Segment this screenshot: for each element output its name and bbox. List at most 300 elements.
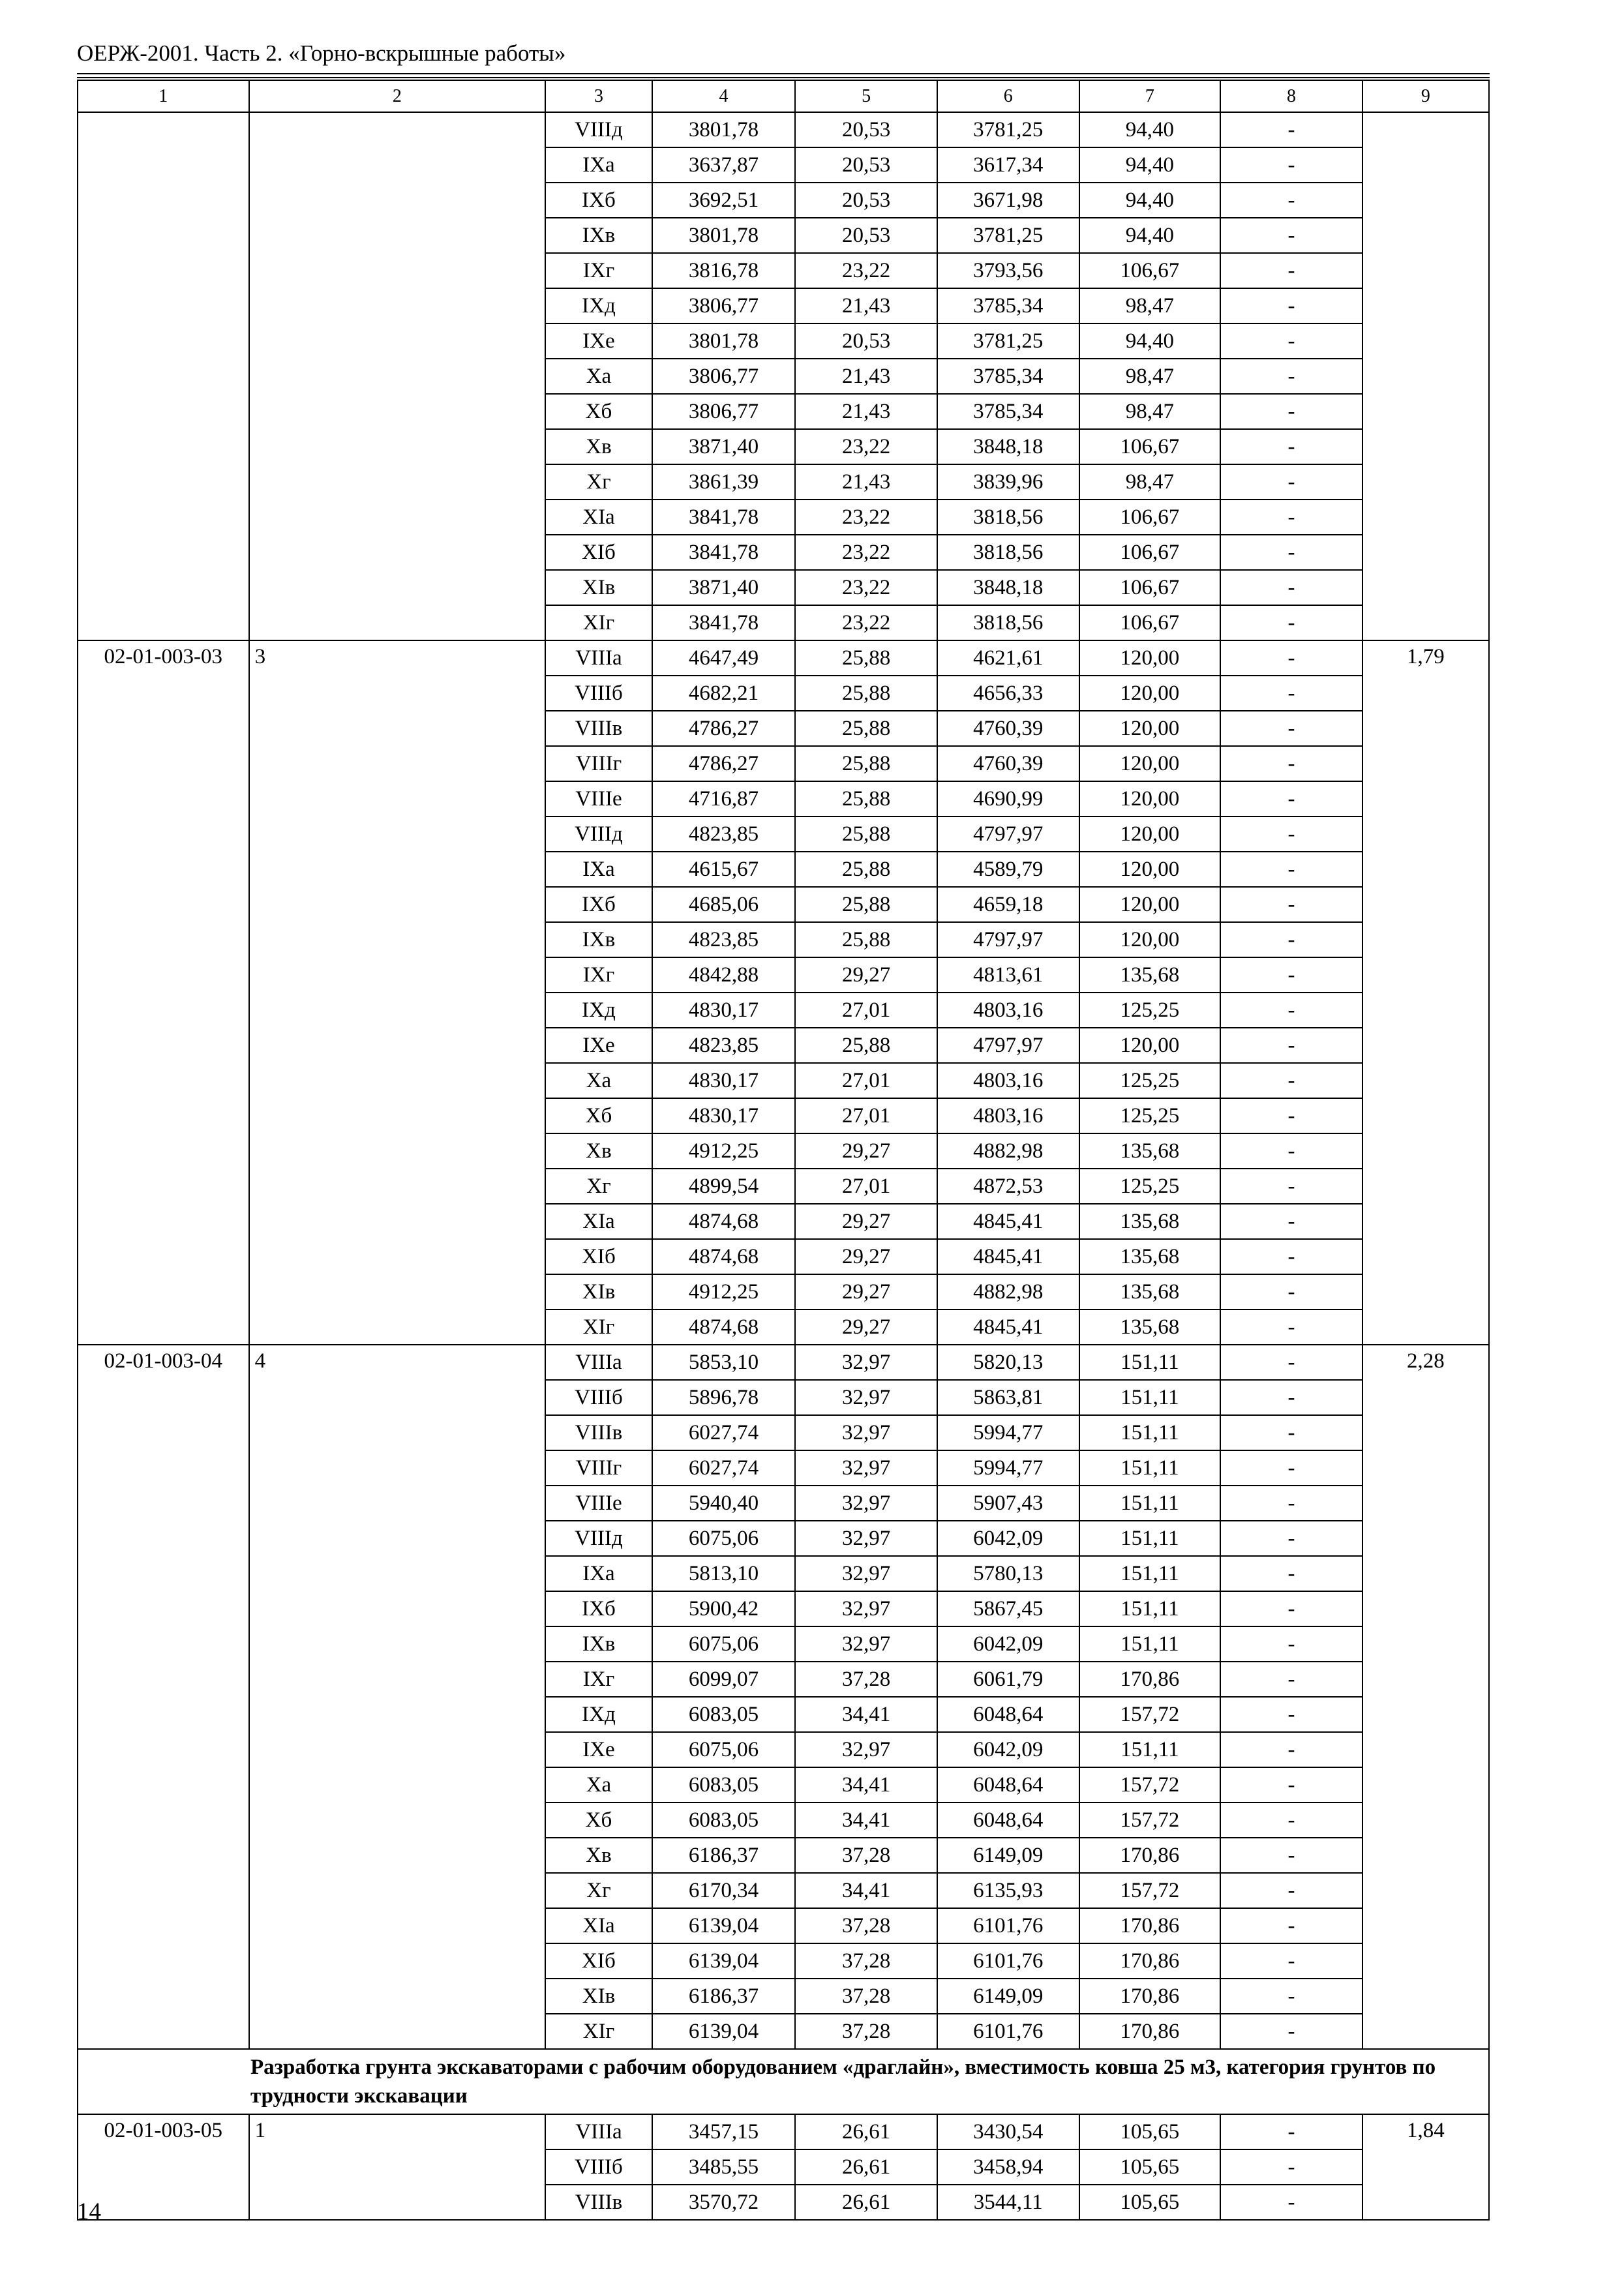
table-cell: 94,40 [1079, 218, 1221, 253]
table-cell: 4845,41 [937, 1239, 1079, 1274]
table-cell: 151,11 [1079, 1626, 1221, 1662]
table-cell: 6075,06 [652, 1732, 796, 1767]
table-cell: - [1220, 605, 1362, 640]
column-header: 8 [1220, 80, 1362, 112]
table-cell: 3485,55 [652, 2149, 796, 2185]
table-cell: IXе [545, 323, 652, 359]
table-cell: 3801,78 [652, 112, 796, 147]
table-cell: - [1220, 394, 1362, 429]
table-cell: 4874,68 [652, 1239, 796, 1274]
column-header-row [78, 80, 1489, 112]
table-cell: IXг [545, 1662, 652, 1697]
table-cell: 4797,97 [937, 922, 1079, 957]
table-cell: 3785,34 [937, 288, 1079, 323]
table-cell: 135,68 [1079, 1239, 1221, 1274]
table-cell: 32,97 [795, 1521, 937, 1556]
table-cell: 4760,39 [937, 746, 1079, 781]
table-cell: VIIIв [545, 711, 652, 746]
table-cell: 135,68 [1079, 1204, 1221, 1239]
table-cell: - [1220, 1591, 1362, 1626]
table-cell: 6083,05 [652, 1697, 796, 1732]
table-cell: XIа [545, 1204, 652, 1239]
table-cell: 25,88 [795, 746, 937, 781]
table-cell: XIа [545, 1908, 652, 1943]
table-cell: 151,11 [1079, 1732, 1221, 1767]
table-cell: 151,11 [1079, 1591, 1221, 1626]
table-cell: 4823,85 [652, 922, 796, 957]
table-cell: 20,53 [795, 183, 937, 218]
table-cell: 21,43 [795, 464, 937, 500]
table-cell: 120,00 [1079, 711, 1221, 746]
table-cell: 32,97 [795, 1486, 937, 1521]
table-cell: XIв [545, 1274, 652, 1309]
table-cell: 170,86 [1079, 1908, 1221, 1943]
table-cell: 3781,25 [937, 218, 1079, 253]
table-cell: IXе [545, 1028, 652, 1063]
table-cell: - [1220, 1415, 1362, 1450]
table-cell: 6083,05 [652, 1803, 796, 1838]
table-cell: 105,65 [1079, 2114, 1221, 2149]
table-cell: 4882,98 [937, 1133, 1079, 1169]
table-cell: - [1220, 535, 1362, 570]
table-cell: - [1220, 500, 1362, 535]
column-header: 2 [249, 80, 546, 112]
table-cell: 125,25 [1079, 993, 1221, 1028]
table-cell: IXг [545, 253, 652, 288]
table-cell: 20,53 [795, 218, 937, 253]
table-cell: 5813,10 [652, 1556, 796, 1591]
table-cell: 6139,04 [652, 2014, 796, 2049]
table-cell: - [1220, 112, 1362, 147]
table-cell: 5994,77 [937, 1415, 1079, 1450]
table-cell: 3818,56 [937, 500, 1079, 535]
table-cell: 4615,67 [652, 852, 796, 887]
column-header: 5 [795, 80, 937, 112]
table-cell: 151,11 [1079, 1415, 1221, 1450]
table-cell: 4690,99 [937, 781, 1079, 816]
table-cell: 3785,34 [937, 359, 1079, 394]
table-cell: IXв [545, 218, 652, 253]
table-cell: 6101,76 [937, 1908, 1079, 1943]
section-row [78, 2049, 1489, 2114]
table-row [78, 2114, 1489, 2149]
table-cell: 151,11 [1079, 1450, 1221, 1486]
table-cell: - [1220, 1098, 1362, 1133]
table-cell: 170,86 [1079, 1943, 1221, 1979]
table-cell: 151,11 [1079, 1380, 1221, 1415]
table-cell: 4912,25 [652, 1133, 796, 1169]
table-cell: 3806,77 [652, 394, 796, 429]
table-cell: 4899,54 [652, 1169, 796, 1204]
table-cell: IXд [545, 993, 652, 1028]
table-cell: - [1220, 359, 1362, 394]
table-cell: 6048,64 [937, 1803, 1079, 1838]
table-cell: 37,28 [795, 1943, 937, 1979]
table-cell: 4845,41 [937, 1204, 1079, 1239]
table-cell: 25,88 [795, 1028, 937, 1063]
table-row [78, 112, 1489, 147]
table-cell: 3839,96 [937, 464, 1079, 500]
table-cell: 23,22 [795, 500, 937, 535]
table-cell: IXа [545, 1556, 652, 1591]
table-cell: 3544,11 [937, 2185, 1079, 2220]
table-cell: 106,67 [1079, 570, 1221, 605]
table-cell: 4882,98 [937, 1274, 1079, 1309]
table-cell: IXб [545, 887, 652, 922]
table-cell: - [1220, 1767, 1362, 1803]
table-cell: 6186,37 [652, 1979, 796, 2014]
table-cell: - [1220, 711, 1362, 746]
rate-number-cell: 1 [249, 2114, 546, 2220]
table-cell: Xг [545, 1873, 652, 1908]
table-cell: 105,65 [1079, 2185, 1221, 2220]
table-cell: 32,97 [795, 1415, 937, 1450]
page-header: ОЕРЖ-2001. Часть 2. «Горно-вскрышные работы» [77, 40, 566, 66]
table-cell: 26,61 [795, 2185, 937, 2220]
table-cell: 3457,15 [652, 2114, 796, 2149]
table-cell: - [1220, 1908, 1362, 1943]
table-cell: VIIIа [545, 640, 652, 676]
table-cell: 3848,18 [937, 429, 1079, 464]
table-cell: 6149,09 [937, 1838, 1079, 1873]
table-cell: 37,28 [795, 2014, 937, 2049]
table-cell: VIIIв [545, 2185, 652, 2220]
table-cell: 6061,79 [937, 1662, 1079, 1697]
table-cell: 120,00 [1079, 676, 1221, 711]
table-cell: 135,68 [1079, 957, 1221, 993]
table-cell: 120,00 [1079, 746, 1221, 781]
table-cell: IXг [545, 957, 652, 993]
table-cell: 4803,16 [937, 993, 1079, 1028]
table-cell: - [1220, 1450, 1362, 1486]
table-cell: - [1220, 147, 1362, 183]
table-cell: Xг [545, 464, 652, 500]
table-cell: VIIIе [545, 781, 652, 816]
table-cell: - [1220, 1943, 1362, 1979]
table-cell: 106,67 [1079, 605, 1221, 640]
table-cell: 4656,33 [937, 676, 1079, 711]
table-cell: 20,53 [795, 112, 937, 147]
table-cell: 27,01 [795, 1098, 937, 1133]
table-cell: Xг [545, 1169, 652, 1204]
table-cell: XIб [545, 535, 652, 570]
table-cell: VIIIб [545, 676, 652, 711]
table-cell: 6048,64 [937, 1767, 1079, 1803]
table-cell: 3818,56 [937, 535, 1079, 570]
table-cell: 29,27 [795, 1309, 937, 1345]
table-cell: - [1220, 1732, 1362, 1767]
table-cell: 3793,56 [937, 253, 1079, 288]
table-cell: 3816,78 [652, 253, 796, 288]
table-cell: Xв [545, 1838, 652, 1873]
column-header: 7 [1079, 80, 1221, 112]
table-cell: 25,88 [795, 711, 937, 746]
table-cell: 32,97 [795, 1556, 937, 1591]
section-title: Разработка грунта экскаваторами с рабочим оборудованием «драглайн», вместимость ковша 25 м3, категория грунтов по трудности экскавации [78, 2049, 1489, 2114]
table-cell: - [1220, 1873, 1362, 1908]
table-cell: 37,28 [795, 1662, 937, 1697]
table-cell: XIг [545, 605, 652, 640]
table-cell: 120,00 [1079, 1028, 1221, 1063]
table-cell: 4842,88 [652, 957, 796, 993]
table-cell: 94,40 [1079, 183, 1221, 218]
table-cell: 3818,56 [937, 605, 1079, 640]
table-cell: 6099,07 [652, 1662, 796, 1697]
table-cell: 4874,68 [652, 1204, 796, 1239]
table-cell: 3841,78 [652, 500, 796, 535]
column-header: 3 [545, 80, 652, 112]
table-cell: 3671,98 [937, 183, 1079, 218]
table-cell: 3458,94 [937, 2149, 1079, 2185]
table-cell: - [1220, 1697, 1362, 1732]
table-cell: 4786,27 [652, 746, 796, 781]
table-cell: 4589,79 [937, 852, 1079, 887]
table-cell: - [1220, 957, 1362, 993]
table-cell: 4912,25 [652, 1274, 796, 1309]
table-cell: 6139,04 [652, 1908, 796, 1943]
table-cell: - [1220, 640, 1362, 676]
table-cell: 25,88 [795, 816, 937, 852]
table-cell: 25,88 [795, 676, 937, 711]
table-cell: 29,27 [795, 1133, 937, 1169]
table-cell: 5867,45 [937, 1591, 1079, 1626]
table-cell: 5896,78 [652, 1380, 796, 1415]
table-cell: 29,27 [795, 957, 937, 993]
table-cell: VIIIа [545, 1345, 652, 1380]
table-cell: 6042,09 [937, 1626, 1079, 1662]
table-cell: - [1220, 781, 1362, 816]
table-cell: 32,97 [795, 1591, 937, 1626]
table-cell: 4760,39 [937, 711, 1079, 746]
column-header: 1 [78, 80, 249, 112]
table-cell: 4659,18 [937, 887, 1079, 922]
table-cell: 105,65 [1079, 2149, 1221, 2185]
column-header: 4 [652, 80, 796, 112]
table-cell: 32,97 [795, 1626, 937, 1662]
rate-code-cell: 02-01-003-05 [78, 2114, 249, 2220]
table-cell: - [1220, 1626, 1362, 1662]
table-cell: 135,68 [1079, 1274, 1221, 1309]
table-cell: 3841,78 [652, 535, 796, 570]
table-cell: 94,40 [1079, 323, 1221, 359]
table-cell: 4872,53 [937, 1169, 1079, 1204]
table-cell: 5940,40 [652, 1486, 796, 1521]
table-cell: VIIIг [545, 746, 652, 781]
table-cell: 4797,97 [937, 1028, 1079, 1063]
table-cell: - [1220, 2014, 1362, 2049]
table-cell: VIIIд [545, 1521, 652, 1556]
table-cell: 157,72 [1079, 1873, 1221, 1908]
table-cell: 23,22 [795, 535, 937, 570]
table-cell: 157,72 [1079, 1803, 1221, 1838]
rates-table [77, 80, 1490, 2221]
table-cell: 151,11 [1079, 1521, 1221, 1556]
table-cell: VIIIе [545, 1486, 652, 1521]
table-cell: 6048,64 [937, 1697, 1079, 1732]
table-cell: 5907,43 [937, 1486, 1079, 1521]
table-cell: 4647,49 [652, 640, 796, 676]
rate-number-cell: 3 [249, 640, 546, 1345]
table-cell: 4830,17 [652, 1063, 796, 1098]
table-cell: 23,22 [795, 570, 937, 605]
table-cell: - [1220, 993, 1362, 1028]
coefficient-cell: 1,79 [1362, 640, 1489, 1345]
table-cell: - [1220, 1979, 1362, 2014]
table-cell: 21,43 [795, 394, 937, 429]
table-cell: - [1220, 1556, 1362, 1591]
table-cell: 3692,51 [652, 183, 796, 218]
table-cell: 32,97 [795, 1345, 937, 1380]
table-cell: 37,28 [795, 1908, 937, 1943]
table-cell: 23,22 [795, 253, 937, 288]
table-cell: 4874,68 [652, 1309, 796, 1345]
coefficient-cell [1362, 112, 1489, 640]
table-cell: 4823,85 [652, 1028, 796, 1063]
table-cell: 98,47 [1079, 394, 1221, 429]
table-cell: 6075,06 [652, 1521, 796, 1556]
table-cell: 4845,41 [937, 1309, 1079, 1345]
table-cell: Xб [545, 1803, 652, 1838]
table-cell: - [1220, 1028, 1362, 1063]
table-row [78, 640, 1489, 676]
table-cell: 106,67 [1079, 500, 1221, 535]
table-cell: - [1220, 323, 1362, 359]
table-cell: - [1220, 887, 1362, 922]
table-cell: 170,86 [1079, 1662, 1221, 1697]
table-cell: 6042,09 [937, 1521, 1079, 1556]
table-cell: IXв [545, 922, 652, 957]
table-cell: - [1220, 1133, 1362, 1169]
column-header: 9 [1362, 80, 1489, 112]
table-cell: - [1220, 1486, 1362, 1521]
table-cell: 25,88 [795, 781, 937, 816]
table-cell: 29,27 [795, 1204, 937, 1239]
table-cell: 4797,97 [937, 816, 1079, 852]
table-cell: XIа [545, 500, 652, 535]
table-cell: 32,97 [795, 1732, 937, 1767]
rate-code-cell: 02-01-003-04 [78, 1345, 249, 2049]
table-cell: - [1220, 1803, 1362, 1838]
table-cell: 34,41 [795, 1803, 937, 1838]
table-cell: - [1220, 922, 1362, 957]
table-cell: - [1220, 2149, 1362, 2185]
table-cell: 23,22 [795, 429, 937, 464]
table-cell: XIб [545, 1239, 652, 1274]
table-cell: 120,00 [1079, 852, 1221, 887]
table-cell: - [1220, 1309, 1362, 1345]
table-cell: 25,88 [795, 852, 937, 887]
table-cell: VIIIв [545, 1415, 652, 1450]
table-cell: - [1220, 1274, 1362, 1309]
table-cell: - [1220, 570, 1362, 605]
table-cell: VIIIг [545, 1450, 652, 1486]
column-header: 6 [937, 80, 1079, 112]
table-cell: 135,68 [1079, 1309, 1221, 1345]
table-cell: 3861,39 [652, 464, 796, 500]
table-cell: 125,25 [1079, 1098, 1221, 1133]
table-cell: Xб [545, 1098, 652, 1133]
table-cell: - [1220, 1204, 1362, 1239]
table-cell: 6186,37 [652, 1838, 796, 1873]
table-cell: 4813,61 [937, 957, 1079, 993]
table-cell: 27,01 [795, 1063, 937, 1098]
table-cell: 125,25 [1079, 1169, 1221, 1204]
table-body [78, 112, 1489, 2220]
table-cell: 6042,09 [937, 1732, 1079, 1767]
table-cell: VIIIд [545, 816, 652, 852]
table-cell: - [1220, 2185, 1362, 2220]
table-cell: 26,61 [795, 2149, 937, 2185]
table-cell: 3781,25 [937, 323, 1079, 359]
table-cell: 6135,93 [937, 1873, 1079, 1908]
table-cell: 20,53 [795, 323, 937, 359]
table-cell: 3637,87 [652, 147, 796, 183]
table-cell: 106,67 [1079, 535, 1221, 570]
table-cell: XIб [545, 1943, 652, 1979]
table-cell: 4621,61 [937, 640, 1079, 676]
table-cell: 6170,34 [652, 1873, 796, 1908]
table-cell: 98,47 [1079, 288, 1221, 323]
table-cell: 29,27 [795, 1274, 937, 1309]
table-cell: 5820,13 [937, 1345, 1079, 1380]
table-cell: 32,97 [795, 1380, 937, 1415]
table-cell: IXа [545, 852, 652, 887]
table-cell: IXд [545, 1697, 652, 1732]
table-cell: - [1220, 464, 1362, 500]
table-cell: 3871,40 [652, 429, 796, 464]
table-cell: - [1220, 1521, 1362, 1556]
table-cell: 5780,13 [937, 1556, 1079, 1591]
table-cell: 6027,74 [652, 1415, 796, 1450]
table-cell: VIIIб [545, 1380, 652, 1415]
table-cell: 157,72 [1079, 1767, 1221, 1803]
table-cell: 4803,16 [937, 1098, 1079, 1133]
table-cell: 5853,10 [652, 1345, 796, 1380]
table-cell: 3785,34 [937, 394, 1079, 429]
table-cell: Xа [545, 1063, 652, 1098]
table-cell: 94,40 [1079, 112, 1221, 147]
table-cell: 3430,54 [937, 2114, 1079, 2149]
table-cell: 3806,77 [652, 359, 796, 394]
table-cell: 170,86 [1079, 2014, 1221, 2049]
table-cell: 34,41 [795, 1697, 937, 1732]
table-cell: 5994,77 [937, 1450, 1079, 1486]
table-cell: IXе [545, 1732, 652, 1767]
table-cell: 6075,06 [652, 1626, 796, 1662]
table-cell: 4786,27 [652, 711, 796, 746]
table-cell: 25,88 [795, 640, 937, 676]
table-cell: IXа [545, 147, 652, 183]
table-cell: 20,53 [795, 147, 937, 183]
table-cell: 3617,34 [937, 147, 1079, 183]
table-cell: 151,11 [1079, 1345, 1221, 1380]
table-cell: 3871,40 [652, 570, 796, 605]
table-cell: XIв [545, 1979, 652, 2014]
table-cell: IXб [545, 1591, 652, 1626]
table-cell: 34,41 [795, 1873, 937, 1908]
table-cell: 170,86 [1079, 1979, 1221, 2014]
table-cell: 26,61 [795, 2114, 937, 2149]
rate-number-cell: 4 [249, 1345, 546, 2049]
table-cell: 32,97 [795, 1450, 937, 1486]
table-cell: 4685,06 [652, 887, 796, 922]
table-cell: 157,72 [1079, 1697, 1221, 1732]
table-cell: 135,68 [1079, 1133, 1221, 1169]
table-cell: 3848,18 [937, 570, 1079, 605]
table-cell: 106,67 [1079, 253, 1221, 288]
table-cell: IXв [545, 1626, 652, 1662]
table-cell: 3806,77 [652, 288, 796, 323]
